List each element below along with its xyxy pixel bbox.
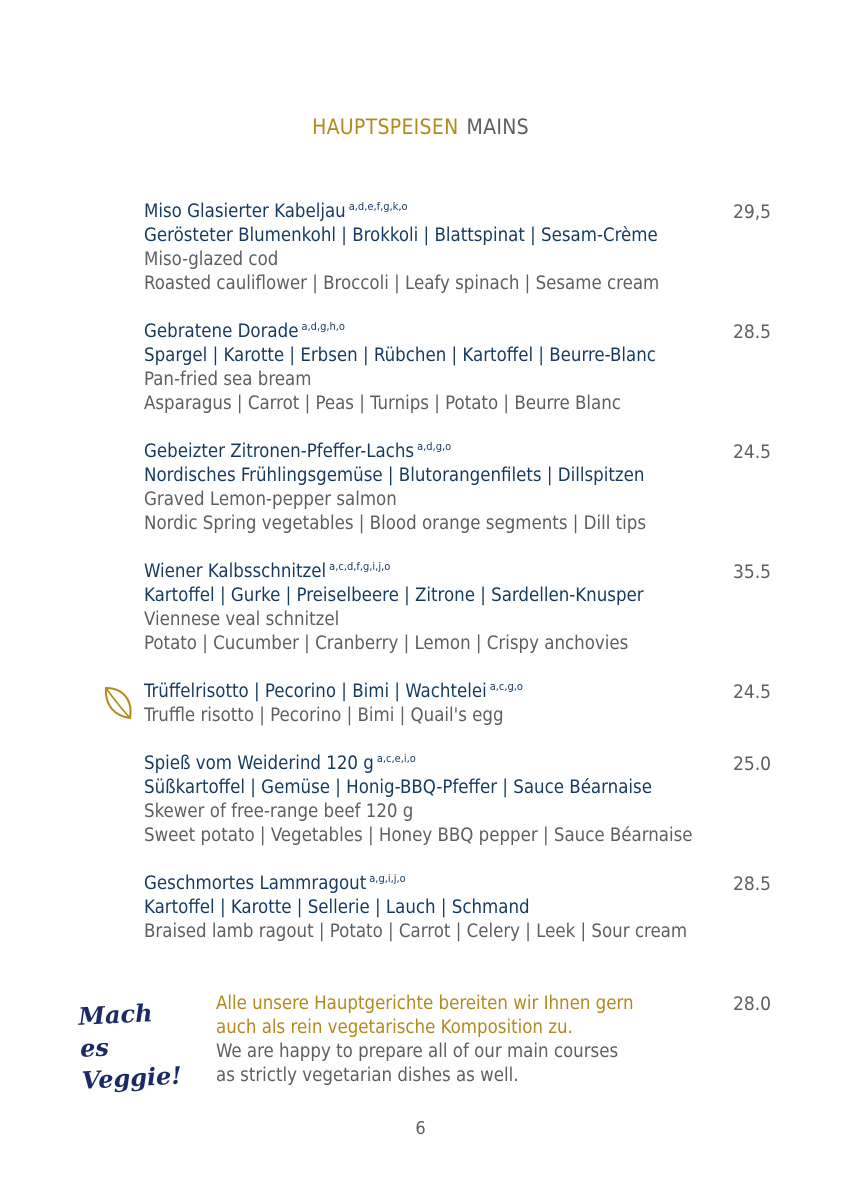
menu-item bbox=[144, 680, 784, 728]
dish-sides-de: Kartoffel | Karotte | Sellerie | Lauch | Schmand bbox=[144, 897, 530, 918]
menu-item bbox=[144, 320, 784, 416]
page-number: 6 bbox=[415, 1118, 426, 1139]
veggie-note bbox=[216, 992, 716, 1088]
dish-name-de: Trüffelrisotto | Pecorino | Bimi | Wachtelei bbox=[144, 681, 487, 702]
dish-name-en: Braised lamb ragout | Potato | Carrot | Celery | Leek | Sour cream bbox=[144, 921, 688, 942]
allergen-codes: a,g,i,j,o bbox=[369, 872, 406, 885]
dish-price: 29,5 bbox=[733, 201, 772, 223]
allergen-codes: a,d,g,h,o bbox=[301, 320, 345, 333]
dish-name-de: Wiener Kalbsschnitzel bbox=[144, 561, 327, 582]
dish-name-en: Viennese veal schnitzel bbox=[144, 609, 340, 630]
dish-name-en: Skewer of free-range beef 120 g bbox=[144, 801, 414, 822]
allergen-codes: a,c,d,f,g,i,j,o bbox=[329, 560, 391, 573]
allergen-codes: a,c,g,o bbox=[489, 680, 523, 693]
dish-name-de: Gebratene Dorade bbox=[144, 321, 299, 342]
title-english: MAINS bbox=[466, 115, 529, 139]
allergen-codes: a,d,g,o bbox=[417, 440, 452, 453]
veggie-price: 28.0 bbox=[733, 993, 772, 1015]
dish-name-en: Pan-fried sea bream bbox=[144, 369, 312, 390]
menu-item bbox=[144, 440, 784, 536]
page-title bbox=[0, 115, 841, 139]
dish-name-en: Graved Lemon-pepper salmon bbox=[144, 489, 397, 510]
menu-item bbox=[144, 560, 784, 656]
dish-sides-en: Potato | Cucumber | Cranberry | Lemon | Crispy anchovies bbox=[144, 633, 629, 654]
menu-item bbox=[144, 200, 784, 296]
dish-name-de: Spieß vom Weiderind 120 g bbox=[144, 753, 374, 774]
dish-sides-de: Kartoffel | Gurke | Preiselbeere | Zitrone | Sardellen-Knusper bbox=[144, 585, 644, 606]
veggie-note-en-line1: We are happy to prepare all of our main courses bbox=[216, 1041, 619, 1062]
veggie-note-en-line2: as strictly vegetarian dishes as well. bbox=[216, 1065, 519, 1086]
dish-sides-en: Roasted cauliflower | Broccoli | Leafy spinach | Sesame cream bbox=[144, 273, 660, 294]
dish-sides-en: Asparagus | Carrot | Peas | Turnips | Potato | Beurre Blanc bbox=[144, 393, 621, 414]
dish-price: 25.0 bbox=[733, 753, 772, 775]
allergen-codes: a,c,e,i,o bbox=[376, 752, 416, 765]
dish-sides-de: Nordisches Frühlingsgemüse | Blutorangenfilets | Dillspitzen bbox=[144, 465, 645, 486]
dish-name-en: Miso-glazed cod bbox=[144, 249, 279, 270]
dish-price: 35.5 bbox=[733, 561, 772, 583]
dish-price: 28.5 bbox=[733, 321, 772, 343]
dish-sides-de: Süßkartoffel | Gemüse | Honig-BBQ-Pfeffer | Sauce Béarnaise bbox=[144, 777, 652, 798]
dish-price: 28.5 bbox=[733, 873, 772, 895]
allergen-codes: a,d,e,f,g,k,o bbox=[348, 200, 408, 213]
dish-sides-en: Sweet potato | Vegetables | Honey BBQ pepper | Sauce Béarnaise bbox=[144, 825, 693, 846]
veggie-note-de-line2: auch als rein vegetarische Komposition zu. bbox=[216, 1017, 573, 1038]
dish-price: 24.5 bbox=[733, 441, 772, 463]
veggie-note-de-line1: Alle unsere Hauptgerichte bereiten wir Ihnen gern bbox=[216, 993, 634, 1014]
veggie-script-label: Mach es Veggie! bbox=[77, 998, 183, 1095]
dish-name-en: Truffle risotto | Pecorino | Bimi | Quail's egg bbox=[144, 705, 504, 726]
leaf-icon bbox=[103, 682, 135, 722]
menu-item bbox=[144, 752, 784, 848]
dish-name-de: Miso Glasierter Kabeljau bbox=[144, 201, 346, 222]
dish-name-de: Geschmortes Lammragout bbox=[144, 873, 367, 894]
dish-sides-de: Gerösteter Blumenkohl | Brokkoli | Blattspinat | Sesam-Crème bbox=[144, 225, 658, 246]
menu-item bbox=[144, 872, 784, 944]
dish-price: 24.5 bbox=[733, 681, 772, 703]
dish-name-de: Gebeizter Zitronen-Pfeffer-Lachs bbox=[144, 441, 415, 462]
title-german: HAUPTSPEISEN bbox=[312, 115, 459, 139]
dish-sides-en: Nordic Spring vegetables | Blood orange segments | Dill tips bbox=[144, 513, 647, 534]
dish-sides-de: Spargel | Karotte | Erbsen | Rübchen | Kartoffel | Beurre-Blanc bbox=[144, 345, 656, 366]
